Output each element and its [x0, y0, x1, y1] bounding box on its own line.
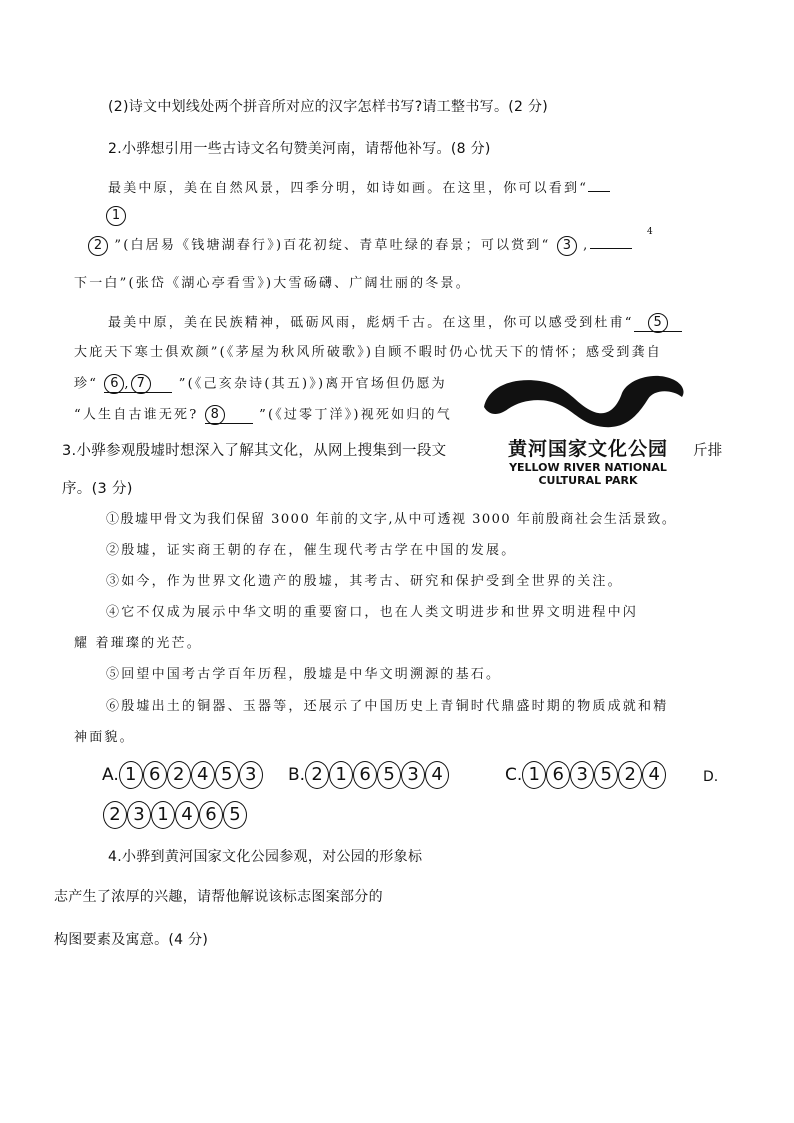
option-a-item-4: 4: [191, 761, 215, 789]
q2-p2-line3-b: ”(《己亥杂诗(其五)》)离开官场但仍愿为: [178, 376, 447, 392]
option-b-item-4: 5: [377, 761, 401, 789]
q3-title-c: 序。(3 分): [62, 481, 133, 497]
blank-8-number: 8: [205, 405, 225, 425]
q4-line1: 4.小骅到黄河国家文化公园参观，对公园的形象标: [108, 849, 423, 865]
option-a-item-2: 6: [143, 761, 167, 789]
q3-s1: ①殷墟甲骨文为我们保留 3000 年前的文字,从中可透视 3000 年前殷商社会生活景致。: [106, 512, 677, 527]
option-c-seq: [522, 765, 666, 785]
q2-p2-line3: [74, 374, 447, 395]
option-d-item-2: 3: [127, 801, 151, 829]
option-a-label: A.: [102, 765, 119, 785]
blank-7-number: 7: [131, 374, 151, 394]
q2-p2-line3-a: 珍“: [74, 376, 99, 392]
q1-sub2: (2)诗文中划线处两个拼音所对应的汉字怎样书写?请工整书写。(2 分): [108, 99, 549, 115]
q2-p1-line2: [88, 233, 632, 256]
blank-1-line: [588, 176, 610, 192]
option-c-label: C.: [505, 765, 523, 785]
option-d-item-1: 2: [103, 801, 127, 829]
q3-s2: ②殷墟，证实商王朝的存在，催生现代考古学在中国的发展。: [106, 543, 517, 558]
q2-p1-line1: [108, 176, 610, 199]
q3-s6a: ⑥殷墟出土的铜器、玉器等，还展示了中国历史上青铜时代鼎盛时期的物质成就和精: [106, 699, 669, 714]
option-d[interactable]: [103, 801, 247, 829]
q3-s6b: 神面貌。: [74, 730, 135, 745]
blank-5-line: [634, 313, 682, 332]
option-d-item-5: 6: [199, 801, 223, 829]
blank-5-number: 5: [648, 313, 668, 333]
q2-title: 2.小骅想引用一些古诗文名句赞美河南，请帮他补写。(8 分): [108, 141, 491, 157]
blank-8-line: [205, 405, 253, 424]
q3-s3: ③如今，作为世界文化遗产的殷墟，其考古、研究和保护受到全世界的关注。: [106, 574, 623, 589]
q2-p1-line3: 下一白”(张岱《湖心亭看雪》)大雪砀礴、广阔壮丽的冬景。: [74, 276, 471, 291]
option-a-item-5: 5: [215, 761, 239, 789]
option-b-item-3: 6: [353, 761, 377, 789]
option-c-item-2: 6: [546, 761, 570, 789]
option-c-item-6: 4: [642, 761, 666, 789]
blank-1-number: 1: [106, 206, 126, 226]
option-c-item-3: 3: [570, 761, 594, 789]
logo-en-line2: CULTURAL PARK: [538, 474, 638, 487]
option-b-seq: [305, 765, 449, 785]
q2-p2-line2: 大庇天下寒士俱欢颜”(《茅屋为秋风所破歌》)自顾不暇时仍心忧天下的情怀；感受到龚自: [74, 345, 662, 360]
comma: ,: [583, 238, 590, 253]
option-d-seq: [103, 805, 247, 825]
blank-3-number: 3: [557, 236, 577, 256]
logo-en-line1: YELLOW RIVER NATIONAL: [509, 461, 667, 474]
option-b-item-5: 3: [401, 761, 425, 789]
option-c[interactable]: [505, 761, 666, 789]
q4-line3: 构图要素及寓意。(4 分): [54, 932, 209, 948]
q2-p2-line1-text: 最美中原，美在民族精神，砥砺风雨，彪炳千古。在这里，你可以感受到杜甫“: [108, 315, 634, 331]
q3-s4b: 耀 着璀璨的光芒。: [74, 636, 202, 651]
q2-p2-line4: [74, 405, 452, 426]
q2-p2-line4-a: “人生自古谁无死?: [74, 407, 199, 423]
q2-p2-line4-b: ”(《过零丁洋》)视死如归的气: [259, 407, 452, 423]
option-b-item-6: 4: [425, 761, 449, 789]
option-c-item-5: 2: [618, 761, 642, 789]
blank-2-number: 2: [88, 236, 108, 256]
blank-6-7-line: [104, 374, 172, 393]
q3-s5: ⑤回望中国考古学百年历程，殷墟是中华文明溯源的基石。: [106, 667, 502, 682]
comma-2: ,: [124, 376, 131, 392]
option-c-item-4: 5: [594, 761, 618, 789]
blank-4-number: 4: [647, 227, 653, 237]
option-d-item-6: 5: [223, 801, 247, 829]
option-a-seq: [119, 765, 263, 785]
option-b-item-1: 2: [305, 761, 329, 789]
blank-4-line: [590, 233, 632, 249]
option-b-label: B.: [288, 765, 306, 785]
blank-1-marker: [106, 206, 126, 226]
option-c-item-1: 1: [522, 761, 546, 789]
option-d-item-4: 4: [175, 801, 199, 829]
yellow-river-park-logo: [468, 365, 708, 495]
q3-title-a: 3.小骅参观殷墟时想深入了解其文化，从网上搜集到一段文: [62, 443, 447, 459]
option-a-item-6: 3: [239, 761, 263, 789]
option-b-item-2: 1: [329, 761, 353, 789]
q3-title-b: 斤排: [693, 443, 723, 459]
option-a-item-3: 2: [167, 761, 191, 789]
blank-6-number: 6: [104, 374, 124, 394]
q2-p1-line2-text: ”(白居易《钱塘湖春行》)百花初绽、青草吐绿的春景；可以赏到“: [114, 238, 551, 253]
q2-p1-line1-text: 最美中原，美在自然风景，四季分明，如诗如画。在这里，你可以看到“: [108, 181, 589, 196]
option-d-item-3: 1: [151, 801, 175, 829]
option-a-item-1: 1: [119, 761, 143, 789]
q4-line2: 志产生了浓厚的兴趣，请帮他解说该标志图案部分的: [54, 889, 383, 905]
logo-cn-text: 黄河国家文化公园: [507, 438, 668, 460]
q3-s4a: ④它不仅成为展示中华文明的重要窗口，也在人类文明进步和世界文明进程中闪: [106, 605, 639, 620]
option-b[interactable]: [288, 761, 449, 789]
option-d-label[interactable]: D.: [703, 769, 719, 785]
q2-p2-line1: [108, 313, 682, 334]
option-a[interactable]: [102, 761, 263, 789]
